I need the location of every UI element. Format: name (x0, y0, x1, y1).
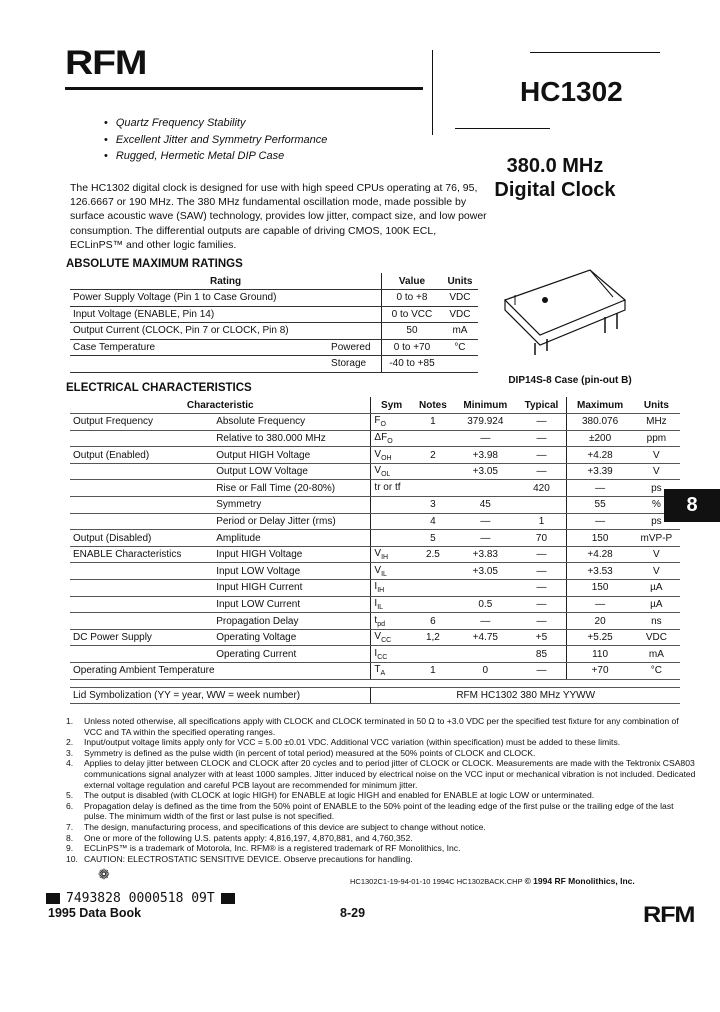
cell-sym: $V_{CC}$ (371, 629, 412, 646)
cell-typ: 420 (517, 480, 567, 497)
abs-max-table (70, 273, 478, 373)
cell-sym (371, 530, 412, 547)
abs-max-heading: ABSOLUTE MAXIMUM RATINGS (66, 258, 243, 270)
table-row (70, 430, 680, 447)
page-number: 8-29 (340, 906, 366, 920)
table-row (70, 356, 478, 373)
esd-icon: ❁ (98, 866, 110, 882)
cell-param: Propagation Delay (213, 613, 371, 630)
footer-rfm-logo: RFM (643, 902, 695, 927)
cell-min (454, 646, 516, 663)
cell-rating: Input Voltage (ENABLE, Pin 14) (70, 306, 328, 323)
cell-param: Output HIGH Voltage (213, 447, 371, 464)
cell-units: °C (633, 663, 680, 680)
cell-min: +3.05 (454, 463, 516, 480)
dip-package-illustration (495, 265, 635, 360)
cell-notes: 5 (412, 530, 454, 547)
cell-typ: — (517, 613, 567, 630)
cell-max: — (567, 513, 633, 530)
table-row (70, 613, 680, 630)
cell-units: °C (442, 339, 478, 356)
cell-units: VDC (633, 629, 680, 646)
feature-item: • Excellent Jitter and Symmetry Performance (100, 132, 327, 149)
cell-group (70, 580, 213, 597)
cell-max: 110 (567, 646, 633, 663)
cell-value: 0 to +8 (382, 290, 442, 307)
cell-notes: 1 (412, 414, 454, 431)
cell-sym: $\Delta F_O$ (371, 430, 412, 447)
cell-units: VDC (442, 290, 478, 307)
cell-param: Input LOW Voltage (213, 563, 371, 580)
cell-group (70, 563, 213, 580)
note-item: 1. Unless noted otherwise, all specifications apply with CLOCK and CLOCK terminated in 50 Ω to +3.0 VDC per the specified test fixture for any combination of VCC and TA within the specified operating ranges. (66, 716, 679, 737)
cell-max: 55 (567, 497, 633, 514)
cell-min (454, 480, 516, 497)
cell-units: V (633, 563, 680, 580)
cell-sub (328, 290, 382, 307)
note-item: 2. Input/output voltage limits apply only for VCC = 5.00 ±0.01 VDC. Additional VCC variation (within specification) must be added to these limits. (66, 737, 621, 748)
table-header-row: Rating Value Units (70, 273, 478, 290)
cell-sym: $F_O$ (371, 414, 412, 431)
cell-value: -40 to +85 (382, 356, 442, 373)
cell-group: Output Frequency (70, 414, 213, 431)
document-credit: HC1302C1-19-94-01-10 1994C HC1302BACK.CHP © 1994 RF Monolithics, Inc. (350, 876, 635, 886)
cell-typ: — (517, 663, 567, 680)
cell-units: µA (633, 580, 680, 597)
cell-rating: Case Temperature (70, 339, 328, 356)
cell-sym: $I_{IH}$ (371, 580, 412, 597)
cell-param: Symmetry (213, 497, 371, 514)
cell-notes: 2 (412, 447, 454, 464)
cell-typ: — (517, 596, 567, 613)
cell-param: Operating Current (213, 646, 371, 663)
cell-typ: — (517, 546, 567, 563)
table-row (70, 646, 680, 663)
cell-min: +3.83 (454, 546, 516, 563)
cell-sub (328, 306, 382, 323)
cell-sym: $T_A$ (371, 663, 412, 680)
part-rule-top (530, 52, 660, 53)
feature-list (100, 115, 327, 165)
cell-units: mVP-P (633, 530, 680, 547)
cell-group: Operating Ambient Temperature (70, 663, 371, 680)
note-item: 5. The output is disabled (with CLOCK at logic HIGH) for ENABLE at logic HIGH and enabled for ENABLE at logic LOW or unterminated. (66, 790, 595, 801)
cell-param: Rise or Fall Time (20-80%) (213, 480, 371, 497)
cell-max: +3.39 (567, 463, 633, 480)
cell-param: Operating Voltage (213, 629, 371, 646)
cell-notes (412, 580, 454, 597)
cell-units: V (633, 463, 680, 480)
cell-typ: — (517, 563, 567, 580)
table-row (70, 513, 680, 530)
cell-sym (371, 513, 412, 530)
cell-rating: Power Supply Voltage (Pin 1 to Case Ground) (70, 290, 328, 307)
cell-max: 150 (567, 580, 633, 597)
table-header-row: Characteristic Sym Notes Minimum Typical Maximum Units (70, 397, 680, 414)
cell-param: Amplitude (213, 530, 371, 547)
cell-typ: — (517, 580, 567, 597)
cell-typ: — (517, 463, 567, 480)
cell-max: +5.25 (567, 629, 633, 646)
cell-units: ppm (633, 430, 680, 447)
cell-max: +4.28 (567, 546, 633, 563)
part-rule-bottom (455, 128, 550, 129)
cell-min: — (454, 530, 516, 547)
cell-group: DC Power Supply (70, 629, 213, 646)
table-row (70, 530, 680, 547)
cell-sub: Storage (328, 356, 382, 373)
cell-param: Input HIGH Voltage (213, 546, 371, 563)
note-item: 9. ECLinPS™ is a trademark of Motorola, Inc. RFM® is a registered trademark of RF Monolithics, Inc. (66, 843, 461, 854)
cell-typ (517, 497, 567, 514)
table-row (70, 306, 478, 323)
cell-sym: $V_{OL}$ (371, 463, 412, 480)
table-row (70, 663, 680, 680)
cell-rating: Output Current (CLOCK, Pin 7 or CLOCK, Pin 8) (70, 323, 328, 340)
cell-units: µA (633, 596, 680, 613)
table-row (70, 339, 478, 356)
cell-rating (70, 356, 328, 373)
cell-max: — (567, 480, 633, 497)
cell-min: — (454, 513, 516, 530)
table-row (70, 563, 680, 580)
cell-value: 0 to +70 (382, 339, 442, 356)
cell-sub (328, 323, 382, 340)
book-title: 1995 Data Book (48, 906, 142, 920)
cell-min: +4.75 (454, 629, 516, 646)
cell-param: Output LOW Voltage (213, 463, 371, 480)
cell-units: MHz (633, 414, 680, 431)
feature-item: • Quartz Frequency Stability (100, 115, 327, 132)
feature-item: • Rugged, Hermetic Metal DIP Case (100, 148, 327, 165)
cell-group (70, 513, 213, 530)
cell-notes (412, 563, 454, 580)
cell-notes (412, 480, 454, 497)
note-item: 4. Applies to delay jitter between CLOCK and CLOCK after 20 cycles and to period jitter of CLOCK or CLOCK. Measurements are made with the Tektronix CSA803 communications signal analyzer with at least 1000 samples. Jitter induced by electrical noise on the VCC input or mechanical vibration is not included. Dedicated external voltage regulation and careful PCB layout are recommended for minimum jitter. (66, 758, 696, 790)
cell-sub: Powered (328, 339, 382, 356)
cell-group (70, 430, 213, 447)
table-row (70, 414, 680, 431)
cell-typ: 1 (517, 513, 567, 530)
cell-typ: — (517, 447, 567, 464)
cell-min: 45 (454, 497, 516, 514)
note-item: 7. The design, manufacturing process, and specifications of this device are subject to change without notice. (66, 821, 486, 832)
cell-max: +4.28 (567, 447, 633, 464)
cell-notes: 6 (412, 613, 454, 630)
cell-typ: 85 (517, 646, 567, 663)
cell-param: Relative to 380.000 MHz (213, 430, 371, 447)
rfm-logo: RFM (65, 44, 147, 82)
table-row (70, 480, 680, 497)
cell-notes: 2.5 (412, 546, 454, 563)
cell-sym: $V_{IH}$ (371, 546, 412, 563)
cell-units: V (633, 546, 680, 563)
cell-sym: $t_{pd}$ (371, 613, 412, 630)
cell-sym: $V_{IL}$ (371, 563, 412, 580)
cell-sym: tr or tf (371, 480, 412, 497)
table-row (70, 580, 680, 597)
lid-symbolization-row: Lid Symbolization (YY = year, WW = week number) RFM HC1302 380 MHz YYWW (70, 687, 680, 704)
note-item: 8. One or more of the following U.S. patents apply: 4,816,197, 4,870,881, and 4,760,352. (66, 832, 413, 843)
cell-units: mA (633, 646, 680, 663)
cell-units: V (633, 447, 680, 464)
note-item: 10. CAUTION: ELECTROSTATIC SENSITIVE DEVICE. Observe precautions for handling. (66, 853, 413, 864)
cell-min: 0.5 (454, 596, 516, 613)
cell-min: — (454, 613, 516, 630)
cell-notes: 1 (412, 663, 454, 680)
cell-value: 50 (382, 323, 442, 340)
cell-group (70, 596, 213, 613)
cell-param: Absolute Frequency (213, 414, 371, 431)
table-row (70, 447, 680, 464)
cell-min: +3.98 (454, 447, 516, 464)
cell-typ: — (517, 430, 567, 447)
cell-sym: $V_{OH}$ (371, 447, 412, 464)
electrical-table (70, 397, 680, 704)
cell-notes (412, 430, 454, 447)
table-row (70, 290, 478, 307)
cell-group (70, 463, 213, 480)
cell-param: Input LOW Current (213, 596, 371, 613)
cell-group: Output (Enabled) (70, 447, 213, 464)
cell-param: Period or Delay Jitter (rms) (213, 513, 371, 530)
cell-units: ps (633, 480, 680, 497)
cell-min: +3.05 (454, 563, 516, 580)
cell-typ: — (517, 414, 567, 431)
cell-min (454, 580, 516, 597)
cell-min: — (454, 430, 516, 447)
product-title: 380.0 MHz Digital Clock (494, 155, 616, 201)
cell-max: +3.53 (567, 563, 633, 580)
cell-group: Output (Disabled) (70, 530, 213, 547)
table-row (70, 546, 680, 563)
cell-max: 150 (567, 530, 633, 547)
cell-notes: 1,2 (412, 629, 454, 646)
barcode-text: 7493828 0000518 09T (40, 891, 241, 906)
electrical-heading: ELECTRICAL CHARACTERISTICS (66, 382, 252, 394)
package-caption: DIP14S-8 Case (pin-out B) (508, 375, 632, 386)
cell-typ: 70 (517, 530, 567, 547)
table-row (70, 463, 680, 480)
cell-sym: $I_{CC}$ (371, 646, 412, 663)
cell-notes (412, 596, 454, 613)
cell-units: ns (633, 613, 680, 630)
cell-notes (412, 646, 454, 663)
table-row (70, 596, 680, 613)
notes-list (66, 716, 696, 864)
cell-max: — (567, 596, 633, 613)
table-row (70, 323, 478, 340)
part-number: HC1302 (520, 76, 623, 107)
cell-value: 0 to VCC (382, 306, 442, 323)
cell-typ: +5 (517, 629, 567, 646)
cell-max: ±200 (567, 430, 633, 447)
cell-group (70, 497, 213, 514)
cell-sym (371, 497, 412, 514)
cell-notes: 4 (412, 513, 454, 530)
cell-max: 380.076 (567, 414, 633, 431)
cell-units: VDC (442, 306, 478, 323)
cell-units: % (633, 497, 680, 514)
header-rule (65, 87, 423, 90)
cell-group (70, 613, 213, 630)
cell-group (70, 646, 213, 663)
cell-max: 20 (567, 613, 633, 630)
cell-units: ps (633, 513, 680, 530)
cell-max: +70 (567, 663, 633, 680)
table-row (70, 497, 680, 514)
cell-sym: $I_{IL}$ (371, 596, 412, 613)
cell-param: Input HIGH Current (213, 580, 371, 597)
cell-min: 379.924 (454, 414, 516, 431)
cell-notes (412, 463, 454, 480)
table-row (70, 629, 680, 646)
note-item: 3. Symmetry is defined as the pulse width (in percent of total period) measured at the 50% points of CLOCK and CLOCK. (66, 747, 536, 758)
cell-group: ENABLE Characteristics (70, 546, 213, 563)
header-divider (432, 50, 433, 135)
intro-paragraph: The HC1302 digital clock is designed for use with high speed CPUs operating at 76, 95, 126.6667 or 190 MHz. The 380 MHz fundamental oscillation mode, made possible by surface acoustic wave (SAW) technology, provides low jitter, compact size, and low power consumption. The differential outputs are capable of driving CMOS, 100K ECL, ECLinPS™ and other logic families. (70, 182, 487, 251)
cell-units: mA (442, 323, 478, 340)
cell-group (70, 480, 213, 497)
note-item: 6. Propagation delay is defined as the time from the 50% point of ENABLE to the 50% point of the leading edge of the first pulse or the trailing edge of the last pulse. The minimum width of the first or last pulse is not specified. (66, 800, 674, 822)
cell-min: 0 (454, 663, 516, 680)
cell-units (442, 356, 478, 373)
cell-notes: 3 (412, 497, 454, 514)
section-tab: 8 (664, 489, 720, 522)
